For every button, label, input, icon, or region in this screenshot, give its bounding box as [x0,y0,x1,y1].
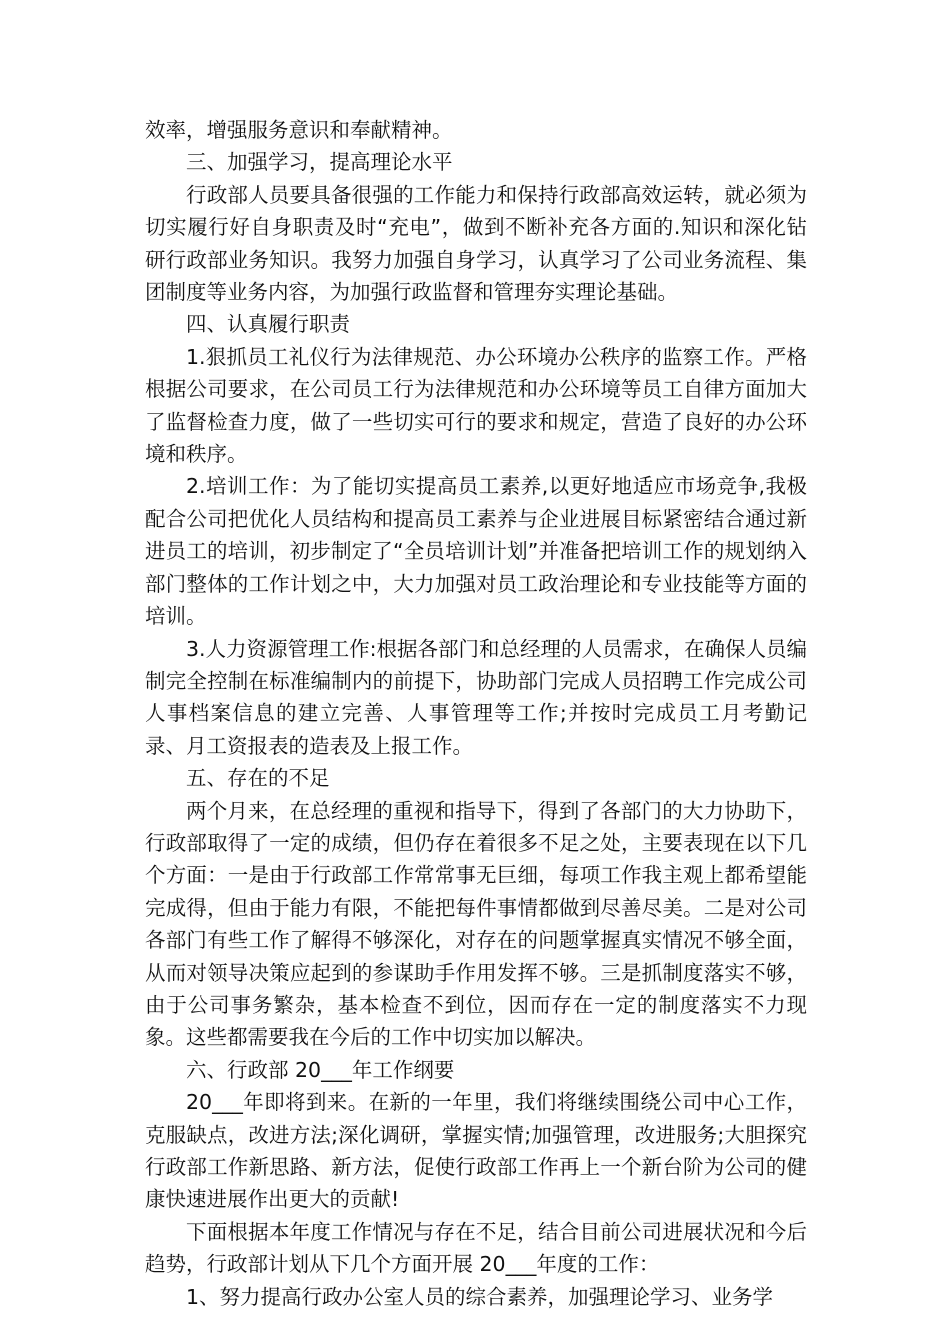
paragraph: 1.狠抓员工礼仪行为法律规范、办公环境办公秩序的监察工作。严格根据公司要求，在公司员工行为法律规范和办公环境等员工自律方面加大了监督检查力度，做了一些切实可行的要求和规定，营造了良好的办公环境和秩序。 [145,344,807,467]
paragraph: 行政部人员要具备很强的工作能力和保持行政部高效运转，就必须为切实履行好自身职责及时“充电”，做到不断补充各方面的.知识和深化钻研行政部业务知识。我努力加强自身学习，认真学习了公司业务流程、集团制度等业务内容，为加强行政监督和管理夯实理论基础。 [145,182,807,305]
paragraph: 3.人力资源管理工作:根据各部门和总经理的人员需求，在确保人员编制完全控制在标准编制内的前提下，协助部门完成人员招聘工作完成公司人事档案信息的建立完善、人事管理等工作;并按时完成员工月考勤记录、月工资报表的造表及上报工作。 [145,636,807,758]
paragraph: 两个月来，在总经理的重视和指导下，得到了各部门的大力协助下，行政部取得了一定的成绩，但仍存在着很多不足之处，主要表现在以下几个方面：一是由于行政部工作常常事无巨细，每项工作我主观上都希望能完成得，但由于能力有限，不能把每件事情都做到尽善尽美。二是对公司各部门有些工作了解得不够深化，对存在的问题掌握真实情况不够全面，从而对领导决策应起到的参谋助手作用发挥不够。三是抓制度落实不够，由于公司事务繁杂，基本检查不到位，因而存在一定的制度落实不力现象。这些都需要我在今后的工作中切实加以解决。 [145,798,807,1050]
paragraph: 2.培训工作：为了能切实提高员工素养,以更好地适应市场竞争,我极配合公司把优化人员结构和提高员工素养与企业进展目标紧密结合通过新进员工的培训，初步制定了“全员培训计划”并准备把培训工作的规划纳入部门整体的工作计划之中，大力加强对员工政治理论和专业技能等方面的培训。 [145,474,807,629]
section-heading: 六、行政部 20___年工作纲要 [186,1057,455,1082]
paragraph: 20___年即将到来。在新的一年里，我们将继续围绕公司中心工作，克服缺点，改进方法;深化调研，掌握实情;加强管理，改进服务;大胆探究行政部工作新思路、新方法，促使行政部工作再上一个新台阶为公司的健康快速进展作出更大的贡献! [145,1090,807,1212]
paragraph: 效率，增强服务意识和奉献精神。 [145,118,453,142]
section-heading: 三、加强学习，提高理论水平 [186,150,453,175]
section-heading: 四、认真履行职责 [186,312,350,337]
paragraph: 1、努力提高行政办公室人员的综合素养，加强理论学习、业务学 [186,1284,774,1309]
section-heading: 五、存在的不足 [186,766,330,791]
document-page [145,114,807,1313]
paragraph: 下面根据本年度工作情况与存在不足，结合目前公司进展状况和今后趋势，行政部计划从下几个方面开展 20___年度的工作： [145,1219,807,1277]
